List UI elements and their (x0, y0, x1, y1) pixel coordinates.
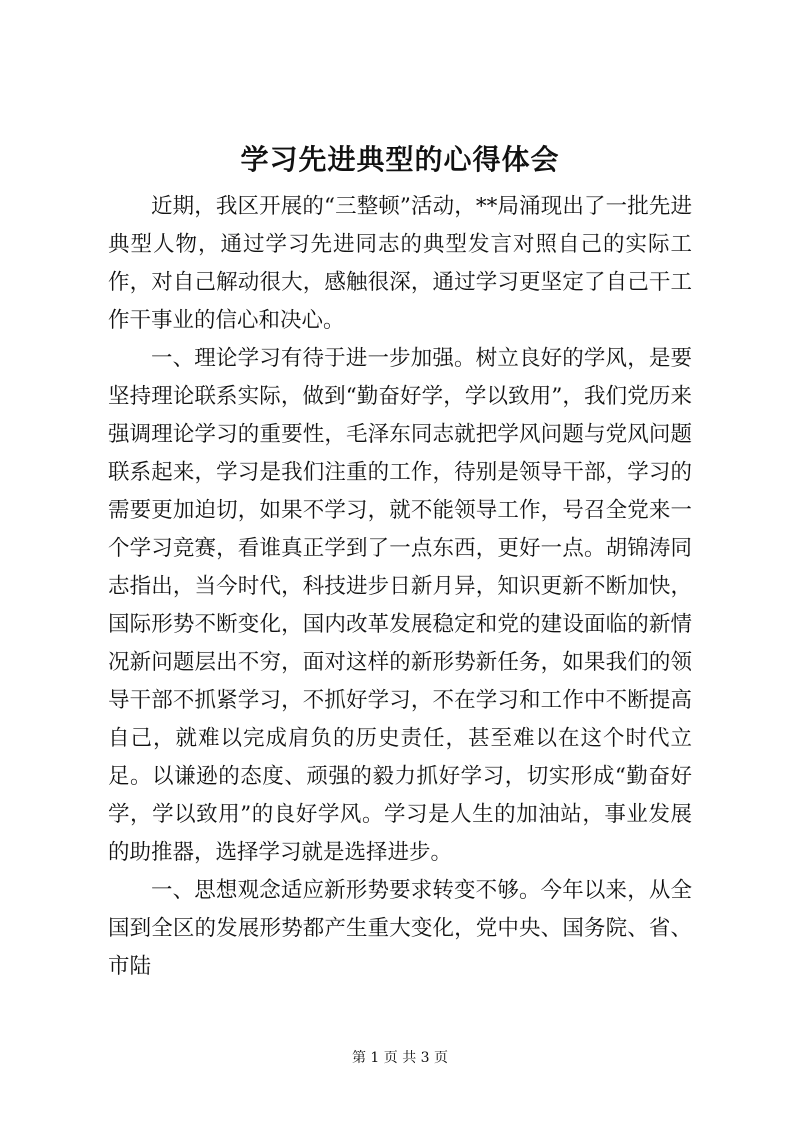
paragraph-thinking: 一、思想观念适应新形势要求转变不够。今年以来，从全国到全区的发展形势都产生重大变化，党中央、国务院、省、市陆 (108, 878, 692, 979)
page-footer: 第 1 页 共 3 页 (351, 1050, 449, 1066)
paragraph-intro: 近期，我区开展的“三整顿”活动，**局涌现出了一批先进典型人物，通过学习先进同志的典型发言对照自己的实际工作，对自己解动很大，感触很深，通过学习更坚定了自己干工作干事业的信心和决心。 (108, 194, 692, 333)
document-title: 学习先进典型的心得体会 (240, 143, 560, 176)
document-body (108, 188, 692, 986)
paragraph-theory-study: 一、理论学习有待于进一步加强。树立良好的学风，是要坚持理论联系实际，做到“勤奋好学，学以致用”，我们党历来强调理论学习的重要性，毛泽东同志就把学风问题与党风问题联系起来，学习是我们注重的工作，待别是领导干部，学习的需要更加迫切，如果不学习，就不能领导工作，号召全党来一个学习竞赛，看谁真正学到了一点东西，更好一点。胡锦涛同志指出，当今时代，科技进步日新月异，知识更新不断加快，国际形势不断变化，国内改革发展稳定和党的建设面临的新情况新问题层出不穷，面对这样的新形势新任务，如果我们的领导干部不抓紧学习，不抓好学习，不在学习和工作中不断提高自己，就难以完成肩负的历史责任，甚至难以在这个时代立足。以谦逊的态度、顽强的毅力抓好学习，切实形成“勤奋好学，学以致用”的良好学风。学习是人生的加油站，事业发展的助推器，选择学习就是选择进步。 (108, 346, 692, 865)
